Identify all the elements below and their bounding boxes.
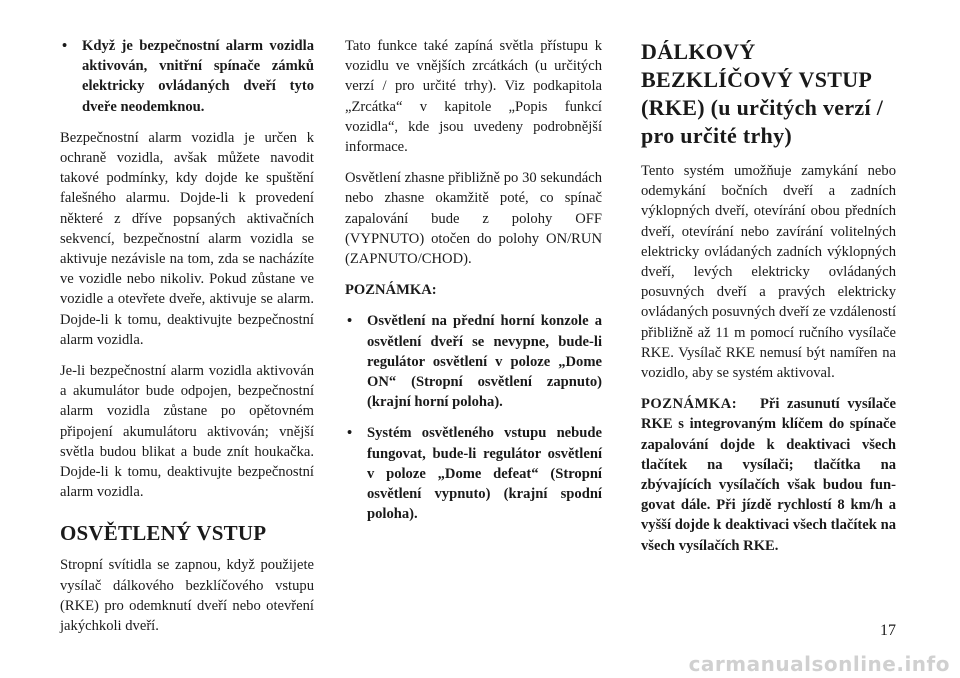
note-heading: POZNÁMKA: bbox=[345, 282, 437, 299]
paragraph: Osvětlení zhasne přibližně po 30 sekundách nebo zhasne okamžitě poté, co spínač zapalování bude z polohy OFF (VYPNUTO) otočen do polohy ON/RUN (ZAPNUTO/CHOD). bbox=[345, 170, 602, 268]
paragraph: Je-li bezpečnostní alarm vozidla aktivován a akumulátor bude odpojen, bezpečnostní alarm vozidla zůstane po opětovném připojení akumulátoru aktivován; vnější světla budou blikat a bude znít houkačka. Dojde-li k tomu, deaktivujte bezpečnostní alarm vozidla. bbox=[60, 363, 314, 501]
middle-column bbox=[345, 36, 602, 535]
paragraph: Tato funkce také zapíná světla přístupu k vozidlu ve vnějších zrcátkách (u určitých verzí / pro určité trhy). Viz podkapitola „Zrcátka“ v kapitole „Popis funkcí vozidla“, kde jsou uvedeny podrobnější informace. bbox=[345, 38, 602, 156]
bullet-icon: • bbox=[347, 425, 353, 442]
note-label: POZNÁMKA: bbox=[641, 396, 738, 413]
section-heading: DÁLKOVÝ BEZKLÍČOVÝ VSTUP (RKE) (u určitých verzí / pro určité trhy) bbox=[641, 39, 884, 148]
watermark: carmanualsonline.info bbox=[688, 652, 950, 676]
paragraph: Tento systém umožňuje zamykání nebo odemykání bočních dveří a zadních výklopných dveří, otevírání obou předních dveří, otevírání nebo zavírání volitelných elektricky ovládaných zadních výklopných dveří, levých elektricky ovládaných posuvných dveří a pravých elektricky ovládaných posuvných dveří ze vzdáleností přibližně až 11 m pomocí ručního vysílače RKE. Vysílač RKE nemusí být namířen na vozidlo, aby se systém aktivoval. bbox=[641, 163, 896, 382]
right-column bbox=[641, 36, 896, 567]
section-heading: OSVĚTLENÝ VSTUP bbox=[60, 521, 267, 546]
list-item bbox=[345, 423, 602, 524]
bullet-text: Systém osvětleného vstupu nebude fungovat, bude-li regulátor osvětlení v poloze „Dome defeat“ (Stropní osvětlení vypnuto) (krajní spodní poloha). bbox=[367, 425, 602, 523]
alarm-bullet-list bbox=[60, 36, 314, 117]
bullet-text: Když je bezpečnostní alarm vozidla aktivován, vnitřní spínače zámků elektricky ovládaných dveří tyto dveře neodemknou. bbox=[82, 38, 314, 115]
note-bullet-list bbox=[345, 311, 602, 524]
page-number: 17 bbox=[880, 622, 896, 639]
paragraph: Bezpečnostní alarm vozidla je určen k ochraně vozidla, avšak můžete navodit takové podmínky, kdy dojde ke spuštění falešného alarmu. Dojde-li k provedení některé z dříve popsaných aktivačních sekvencí, bezpečnostní alarm vozidla se aktivuje nezávisle na tom, zda se nacházíte ve vozidle nebo nikoliv. Pokud zůstane ve vozidle a otevřete dveře, aktivuje se alarm. Dojde-li k tomu, deaktivujte bezpečnostní alarm vozidla. bbox=[60, 129, 314, 348]
bullet-text: Osvětlení na přední horní konzole a osvětlení dveří se nevypne, bude-li regulátor osvětlení v poloze „Dome ON“ (Stropní osvětlení zapnuto) (krajní horní poloha). bbox=[367, 313, 602, 411]
bullet-icon: • bbox=[62, 38, 68, 54]
bullet-icon: • bbox=[347, 313, 353, 330]
list-item bbox=[345, 311, 602, 412]
paragraph: Stropní svítidla se zapnou, když použijete vysílač dálkového bezklíčového vstupu (RKE) pro odemknutí dveří nebo otevření jakýchkoli dveří. bbox=[60, 557, 314, 635]
note-text: Při zasunutí vysílače RKE s integrovaným klíčem do spínače zapalování dojde k deaktivaci všech tlačítek na vysílači; tlačítka na zbývajících vysílačích však budou fungovat dále. Při jízdě rychlostí 8 km/h a vyšší dojde k deaktivaci všech tlačítek na všech vysílačích RKE. bbox=[641, 396, 896, 554]
left-column bbox=[60, 36, 314, 647]
list-item bbox=[60, 36, 314, 117]
note-paragraph bbox=[641, 394, 896, 556]
